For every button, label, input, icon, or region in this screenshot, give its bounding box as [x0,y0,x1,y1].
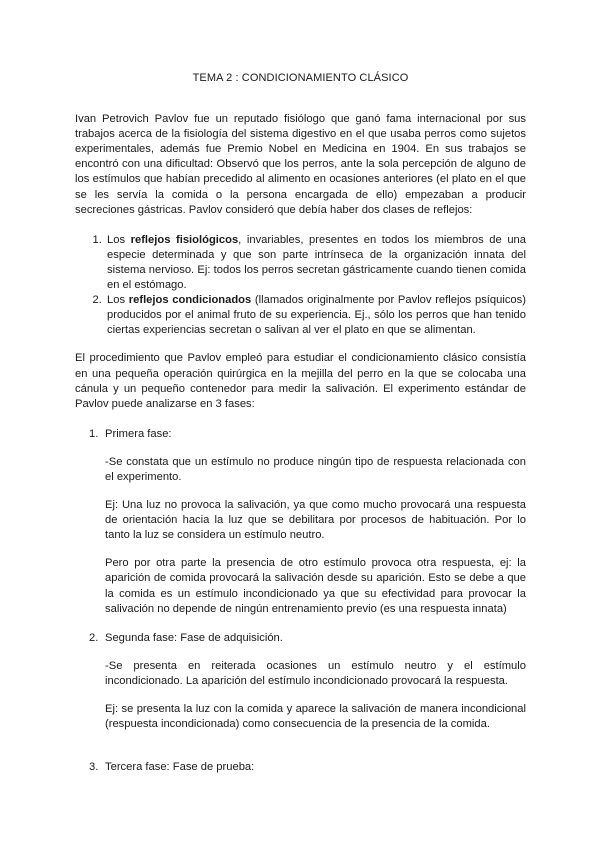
list-number: 1. [89,427,99,440]
list-number: 2. [89,631,99,644]
phase-1-paragraph: Ej: Una luz no provoca la salivación, ya que como mucho provocará una respuesta de orientación hacia la luz que se debilitara por procesos de habituación. Por lo tanto la luz se considera un estímulo neutro. [105,499,526,542]
list-item [105,293,526,338]
list-item [105,233,526,293]
phase-2-heading [75,631,526,646]
reflex-text: , invariables, presentes en todos los miembros de una especie determinada y que son parte intrínseca de la organización innata del sistema nervioso. Ej: todos los perros secretan gástricamente cuando tienen comida en el estómago. [107,233,526,292]
phase-1-paragraph: Pero por otra parte la presencia de otro estímulo provoca otra respuesta, ej: la aparición de comida provocará la salivación desde su aparición. Esto se debe a que la comida es un estímulo incondicionado ya que su efectividad para provocar la salivación no depende de ningún entrenamiento previo (es una respuesta innata) [105,557,526,615]
document-title: TEMA 2 : CONDICIONAMIENTO CLÁSICO [192,72,409,84]
phase-heading-text: Segunda fase: Fase de adquisición. [105,631,283,644]
reflex-term: reflejos fisiológicos [130,233,239,246]
phase-3-heading [75,760,526,775]
reflex-text: Los [107,294,129,307]
phase-2-paragraph: Ej: se presenta la luz con la comida y aparece la salivación de manera incondicional (respuesta incondicionada) como consecuencia de la presencia de la comida. [105,703,526,731]
phase-1-heading [75,427,526,442]
reflex-list [75,233,526,339]
reflex-text: Los [107,233,131,246]
procedure-paragraph: El procedimiento que Pavlov empleó para estudiar el condicionamiento clásico consistía en una pequeña operación quirúrgica en la mejilla del perro en la que se colocaba una cánula y un pequeño contenedor para medir la salivación. El experimento estándar de Pavlov puede analizarse en 3 fases: [75,352,526,410]
phase-2-paragraph: -Se presenta en reiterada ocasiones un estímulo neutro y el estímulo incondicionado. La aparición del estímulo incondicionado provocará la respuesta. [105,659,526,687]
phase-1-paragraph: -Se constata que un estímulo no produce ningún tipo de respuesta relacionada con el experimento. [105,455,526,483]
intro-paragraph: Ivan Petrovich Pavlov fue un reputado fisiólogo que ganó fama internacional por sus trabajos acerca de la fisiología del sistema digestivo en el que usaba perros como sujetos experimentales, además fue Premio Nobel en Medicina en 1904. En sus trabajos se encontró con una dificultad: Observó que los perros, ante la sola percepción de alguno de los estímulos que habían precedido al alimento en ocasiones anteriores (el plato en el que se les servía la comida o la persona encargada de ello) empezaban a producir secreciones gástricas. Pavlov consideró que debía haber dos clases de reflejos: [75,113,526,216]
reflex-text: (llamados originalmente por Pavlov reflejos psíquicos) producidos por el animal fruto de su experiencia. Ej., sólo los perros que han tenido ciertas experiencias secretan o salivan al ver el plato en que se alimentan. [107,294,526,337]
phase-heading-text: Tercera fase: Fase de prueba: [105,761,255,774]
reflex-term: reflejos condicionados [128,294,252,307]
phase-heading-text: Primera fase: [105,427,172,440]
list-number: 3. [89,761,99,774]
